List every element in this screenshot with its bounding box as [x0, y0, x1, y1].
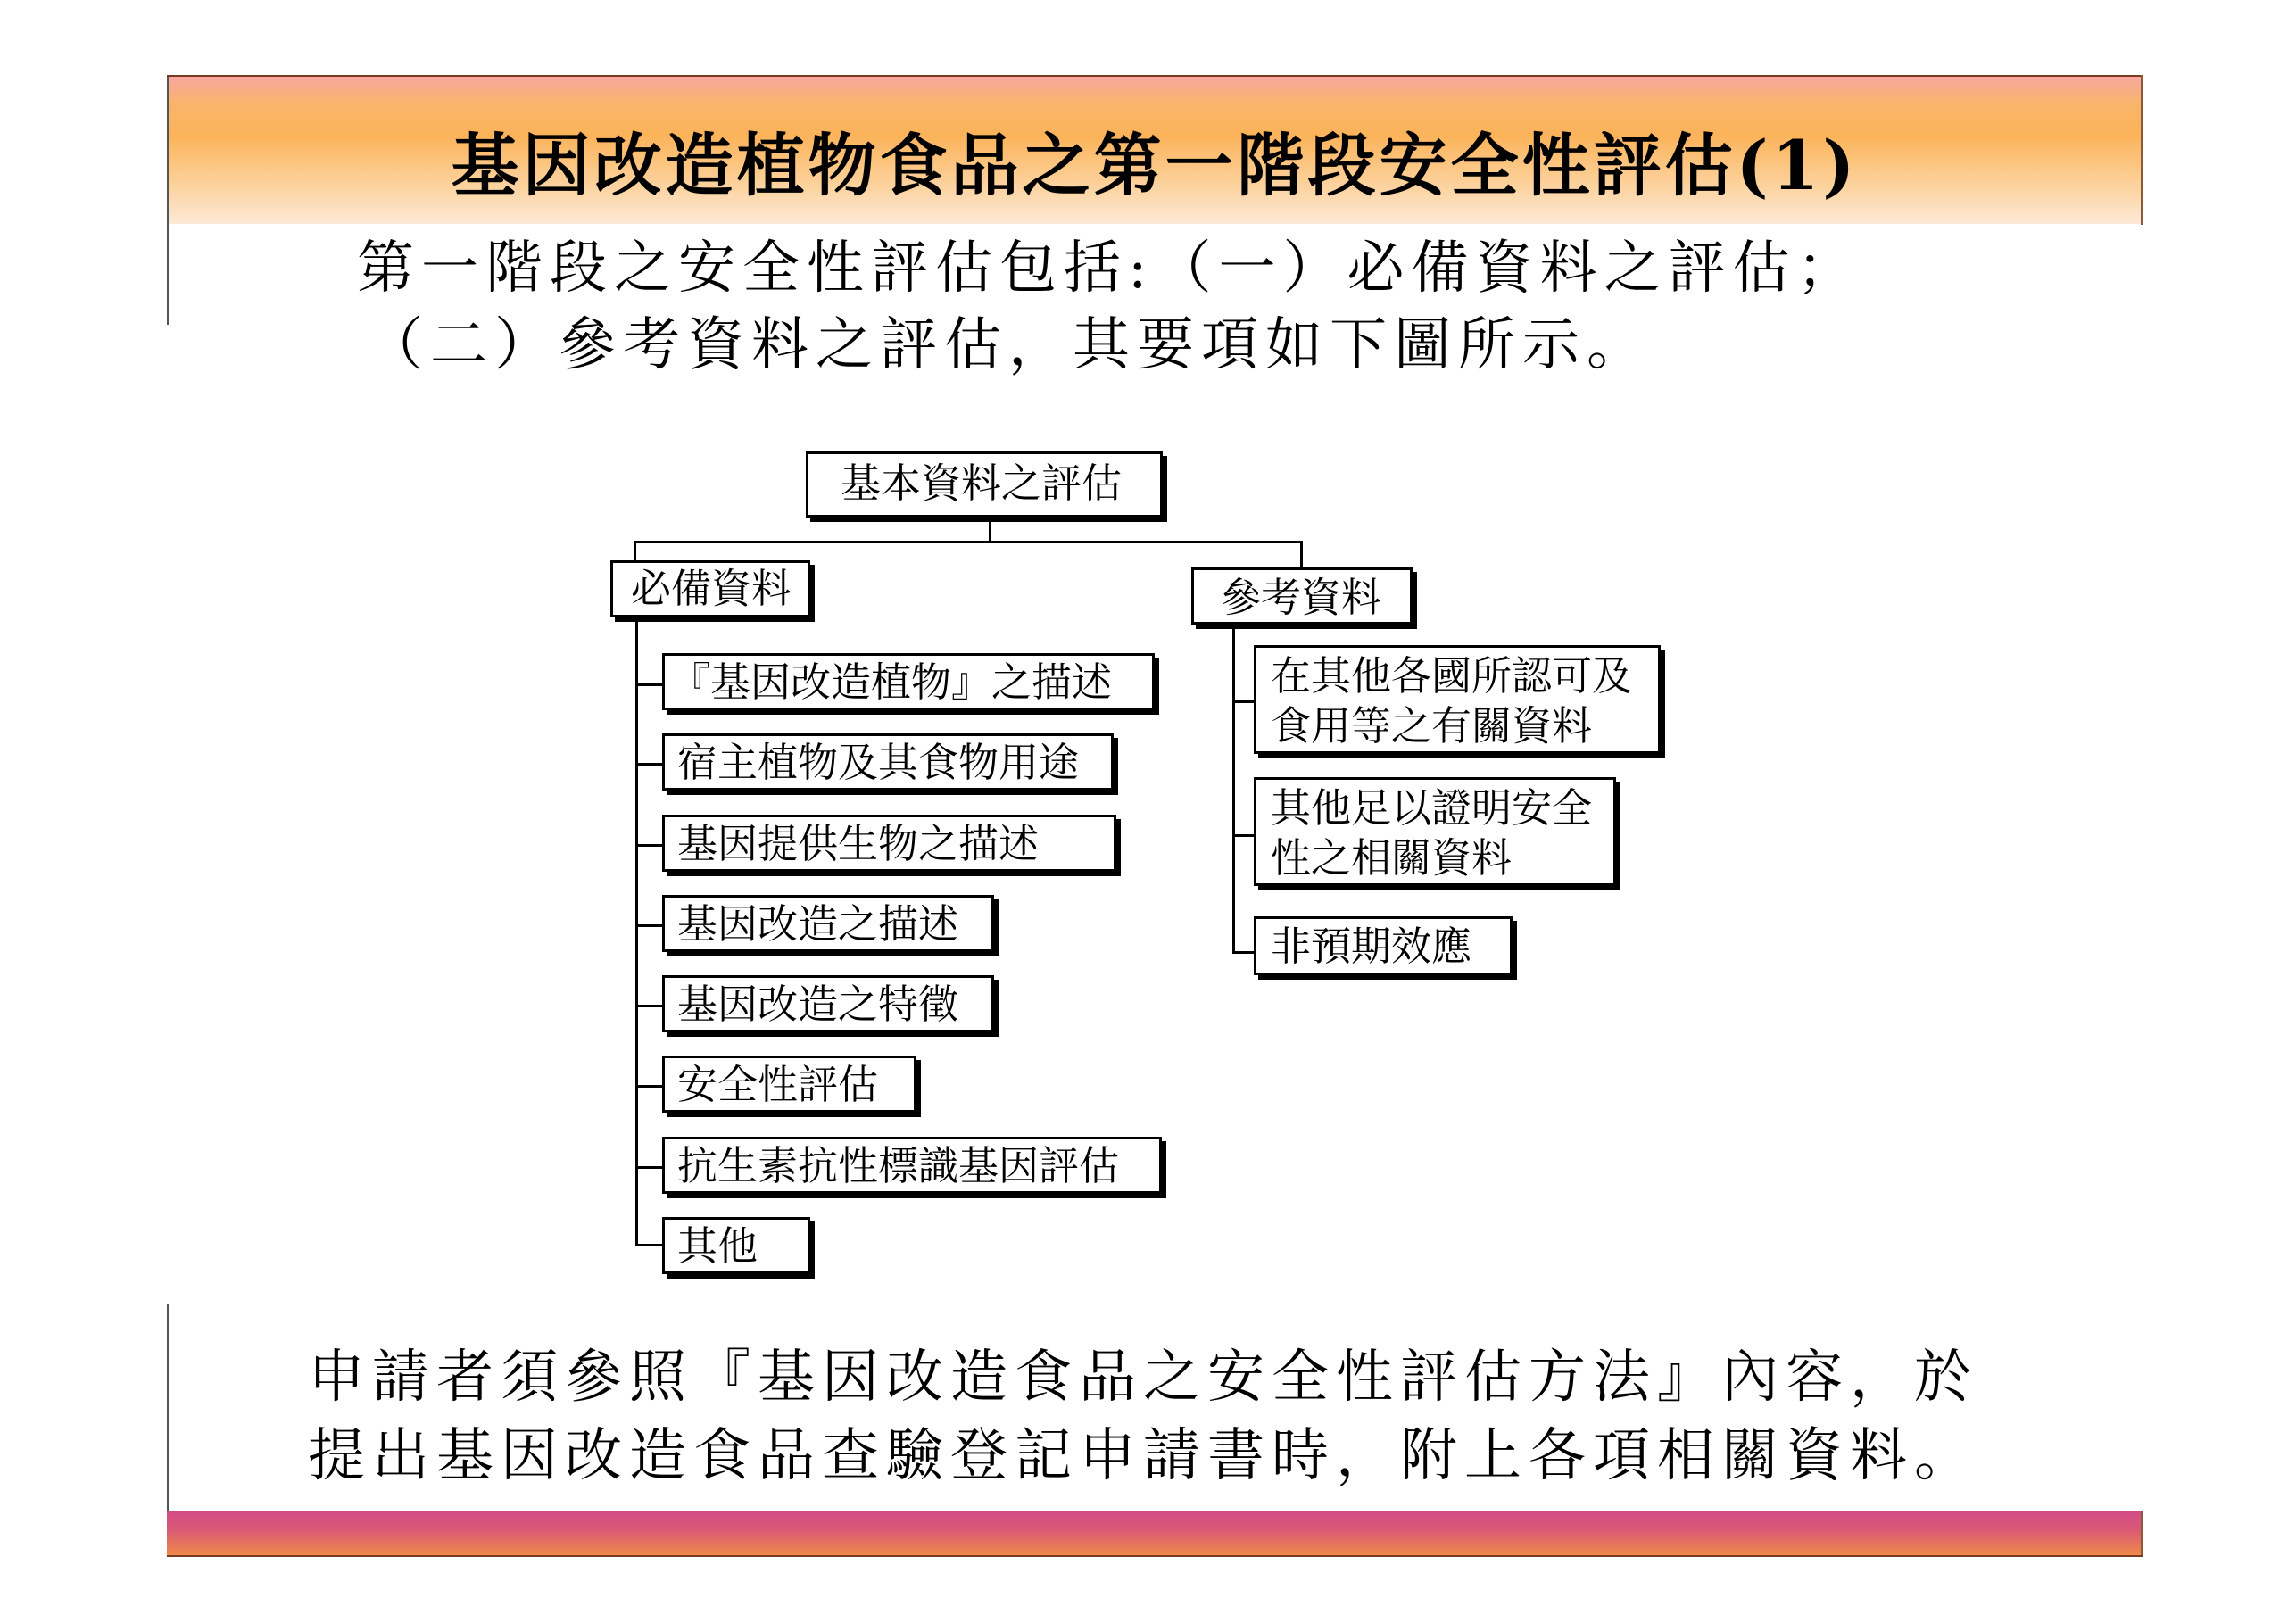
right-item-3-label: 非預期效應 — [1271, 923, 1472, 970]
root-box: 基本資料之評估 — [806, 451, 1163, 518]
connector-root-down — [989, 520, 991, 542]
right-tick-2 — [1232, 834, 1254, 837]
left-item-4: 基因改造之描述 — [662, 895, 994, 952]
intro-line-1: 第一階段之安全性評估包括:（一）必備資料之評估； — [357, 236, 1861, 302]
footer-line-1: 申請者須參照『基因改造食品之安全性評估方法』內容，於 — [308, 1345, 1978, 1411]
left-tick-1 — [635, 683, 662, 686]
required-data-box: 必備資料 — [610, 560, 810, 617]
left-item-2: 宿主植物及其食物用途 — [662, 733, 1114, 791]
left-item-6: 安全性評估 — [662, 1056, 916, 1113]
connector-horizontal — [634, 541, 1303, 543]
left-tick-7 — [635, 1166, 662, 1169]
left-tick-8 — [635, 1244, 662, 1246]
left-item-8: 其他 — [662, 1217, 810, 1274]
left-item-1: 『基因改造植物』之描述 — [662, 653, 1155, 710]
right-item-1-line-2: 食用等之有關資料 — [1271, 702, 1593, 749]
left-tick-4 — [635, 924, 662, 927]
right-item-2-line-1: 其他足以證明安全 — [1271, 784, 1593, 832]
right-item-2 — [1254, 777, 1616, 886]
intro-line-2: （二）參考資料之評估，其要項如下圖所示。 — [366, 312, 1651, 378]
left-item-7: 抗生素抗性標識基因評估 — [662, 1137, 1162, 1194]
slide-title: 基因改造植物食品之第一階段安全性評估(1) — [451, 126, 1859, 205]
connector-right-drop — [1300, 541, 1303, 569]
right-item-1-line-1: 在其他各國所認可及 — [1271, 652, 1633, 700]
reference-data-box: 參考資料 — [1191, 567, 1413, 625]
footer-line-2: 提出基因改造食品查驗登記申請書時，附上各項相關資料。 — [308, 1423, 1978, 1489]
right-item-3 — [1254, 916, 1513, 975]
right-item-1 — [1254, 645, 1661, 754]
left-item-3: 基因提供生物之描述 — [662, 815, 1116, 872]
right-item-2-line-2: 性之相關資料 — [1271, 834, 1513, 882]
left-tick-5 — [635, 1005, 662, 1007]
left-spine — [635, 620, 638, 1246]
footer-text — [308, 1338, 1978, 1495]
right-tick-3 — [1232, 951, 1254, 954]
left-tick-2 — [635, 763, 662, 766]
left-tick-3 — [635, 844, 662, 847]
left-item-5: 基因改造之特徵 — [662, 975, 994, 1032]
left-tick-6 — [635, 1085, 662, 1088]
right-spine — [1232, 626, 1235, 954]
right-tick-1 — [1232, 700, 1254, 703]
